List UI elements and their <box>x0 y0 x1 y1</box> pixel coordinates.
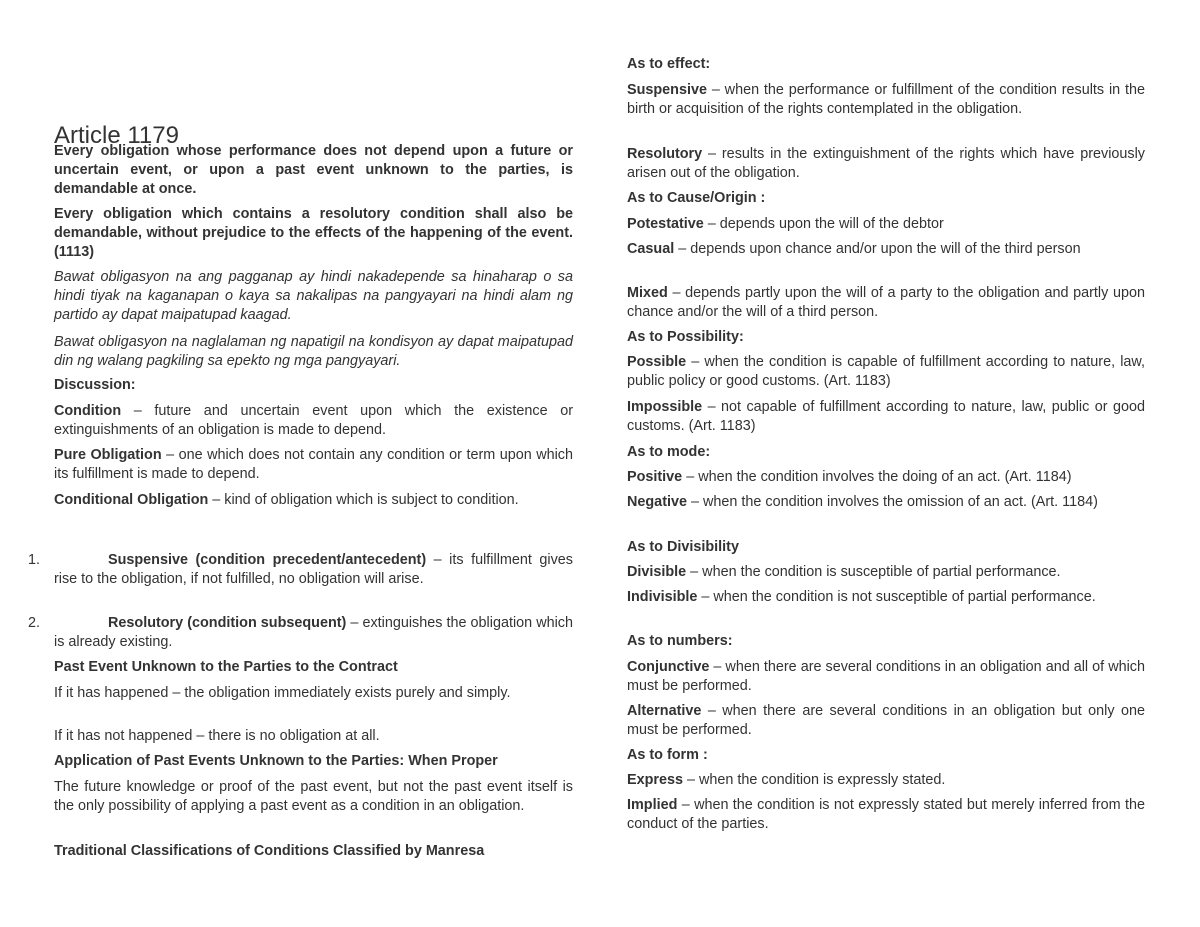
classification-term: Divisible <box>627 564 687 580</box>
classification-term: Possible <box>627 354 687 370</box>
article-paragraph-2: Every obligation which contains a resolutory condition shall also be demandable, without prejudice to the effects of the happening of the event. (1113) <box>54 206 573 261</box>
definition-term: Condition <box>54 403 122 419</box>
classification-term: Potestative <box>627 216 704 232</box>
past-event-happened: If it has happened – the obligation immediately exists purely and simply. <box>54 685 511 701</box>
classification-term: Indivisible <box>627 589 698 605</box>
classification-text: – when the condition involves the doing of an act. (Art. 1184) <box>682 469 1072 485</box>
definition-text: – one which does not contain any condition or term upon which its fulfillment is made to depend. <box>54 447 573 483</box>
mode-positive <box>627 468 1145 487</box>
mode-negative <box>627 493 1145 512</box>
divisibility-heading: As to Divisibility <box>627 539 739 555</box>
form-implied <box>627 796 1145 834</box>
classification-term: Suspensive <box>627 82 707 98</box>
past-event-heading: Past Event Unknown to the Parties to the Contract <box>54 659 398 675</box>
form-heading: As to form : <box>627 747 708 763</box>
classification-term: Casual <box>627 241 675 257</box>
discussion-heading: Discussion: <box>54 377 136 393</box>
numbered-item-suspensive <box>28 551 573 589</box>
definition-term: Conditional Obligation <box>54 492 209 508</box>
application-text: The future knowledge or proof of the past event, but not the past event itself is the only possibility of applying a past event as a condition in an obligation. <box>54 779 573 815</box>
numbered-term: Suspensive (condition precedent/antecedent) <box>108 552 427 568</box>
effect-heading: As to effect: <box>627 56 711 72</box>
classification-text: – when the condition is susceptible of partial performance. <box>686 564 1061 580</box>
classification-text: – when there are several conditions in an obligation and all of which must be performed. <box>627 659 1145 695</box>
possibility-possible <box>627 353 1145 391</box>
classification-text: – depends upon chance and/or upon the will of the third person <box>674 241 1081 257</box>
classification-text: – not capable of fulfillment according to nature, law, public or good customs. (Art. 1183) <box>627 399 1145 435</box>
classification-term: Conjunctive <box>627 659 710 675</box>
definition-condition <box>54 402 573 440</box>
definition-conditional-obligation <box>54 491 573 510</box>
possibility-heading: As to Possibility: <box>627 329 744 345</box>
effect-resolutory <box>627 145 1145 183</box>
classification-term: Impossible <box>627 399 703 415</box>
divisibility-divisible <box>627 563 1145 582</box>
classification-term: Negative <box>627 494 687 510</box>
classification-term: Alternative <box>627 703 702 719</box>
definition-term: Pure Obligation <box>54 447 162 463</box>
classification-text: – when the condition is not expressly stated but merely inferred from the conduct of the parties. <box>627 797 1145 833</box>
classification-text: – when the performance or fulfillment of the condition results in the birth or acquisition of the rights contemplated in the obligation. <box>627 82 1145 118</box>
classification-text: – when the condition is not susceptible of partial performance. <box>697 589 1096 605</box>
classification-term: Mixed <box>627 285 668 301</box>
classification-text: – when the condition involves the omission of an act. (Art. 1184) <box>687 494 1098 510</box>
classification-text: – when there are several conditions in an obligation but only one must be performed. <box>627 703 1145 739</box>
mode-heading: As to mode: <box>627 444 711 460</box>
definition-pure-obligation <box>54 446 573 484</box>
classification-term: Express <box>627 772 684 788</box>
numbers-heading: As to numbers: <box>627 633 733 649</box>
cause-mixed <box>627 284 1145 322</box>
classification-text: – when the condition is expressly stated. <box>683 772 946 788</box>
article-title: Article 1179 <box>54 122 179 150</box>
classification-text: – when the condition is capable of fulfillment according to nature, law, public policy or good customs. (Art. 1183) <box>627 354 1145 390</box>
effect-suspensive <box>627 81 1145 119</box>
numbered-term: Resolutory (condition subsequent) <box>108 615 347 631</box>
cause-casual <box>627 240 1145 259</box>
divisibility-indivisible <box>627 588 1145 607</box>
classification-term: Positive <box>627 469 683 485</box>
cause-heading: As to Cause/Origin : <box>627 190 766 206</box>
filipino-paragraph-2: Bawat obligasyon na naglalaman ng napatigil na kondisyon ay dapat maipatupad din ng walang pagkiling sa epekto ng mga pangyayari. <box>54 334 573 370</box>
classification-text: – depends upon the will of the debtor <box>703 216 944 232</box>
definition-text: – kind of obligation which is subject to condition. <box>208 492 519 508</box>
numbered-item-resolutory <box>28 614 573 652</box>
application-heading: Application of Past Events Unknown to the Parties: When Proper <box>54 753 498 769</box>
filipino-paragraph-1: Bawat obligasyon na ang pagganap ay hindi nakadepende sa hinaharap o sa hindi tiyak na kaganapan o kaya sa nakalipas na pangyayari na hindi alam ng partido ay dapat maipatupad kaagad. <box>54 269 573 324</box>
possibility-impossible <box>627 398 1145 436</box>
classification-term: Implied <box>627 797 678 813</box>
form-express <box>627 771 1145 790</box>
past-event-not-happened: If it has not happened – there is no obligation at all. <box>54 728 380 744</box>
definition-text: – future and uncertain event upon which the existence or extinguishments of an obligation is made to depend. <box>54 403 573 439</box>
numbered-text: – its fulfillment gives rise to the obligation, if not fulfilled, no obligation will arise. <box>54 552 574 588</box>
classification-text: – results in the extinguishment of the rights which have previously arisen out of the obligation. <box>627 146 1145 182</box>
classification-term: Resolutory <box>627 146 703 162</box>
cause-potestative <box>627 215 1145 234</box>
article-paragraph-1: Every obligation whose performance does not depend upon a future or uncertain event, or upon a past event unknown to the parties, is demandable at once. <box>54 143 573 198</box>
numbers-alternative <box>627 702 1145 740</box>
list-number: 2. <box>28 615 41 631</box>
list-number: 1. <box>28 552 41 568</box>
numbers-conjunctive <box>627 658 1145 696</box>
numbered-text: – extinguishes the obligation which is already existing. <box>54 615 574 651</box>
classification-text: – depends partly upon the will of a party to the obligation and partly upon chance and/or the will of a third person. <box>627 285 1145 321</box>
traditional-heading: Traditional Classifications of Conditions Classified by Manresa <box>54 843 485 859</box>
